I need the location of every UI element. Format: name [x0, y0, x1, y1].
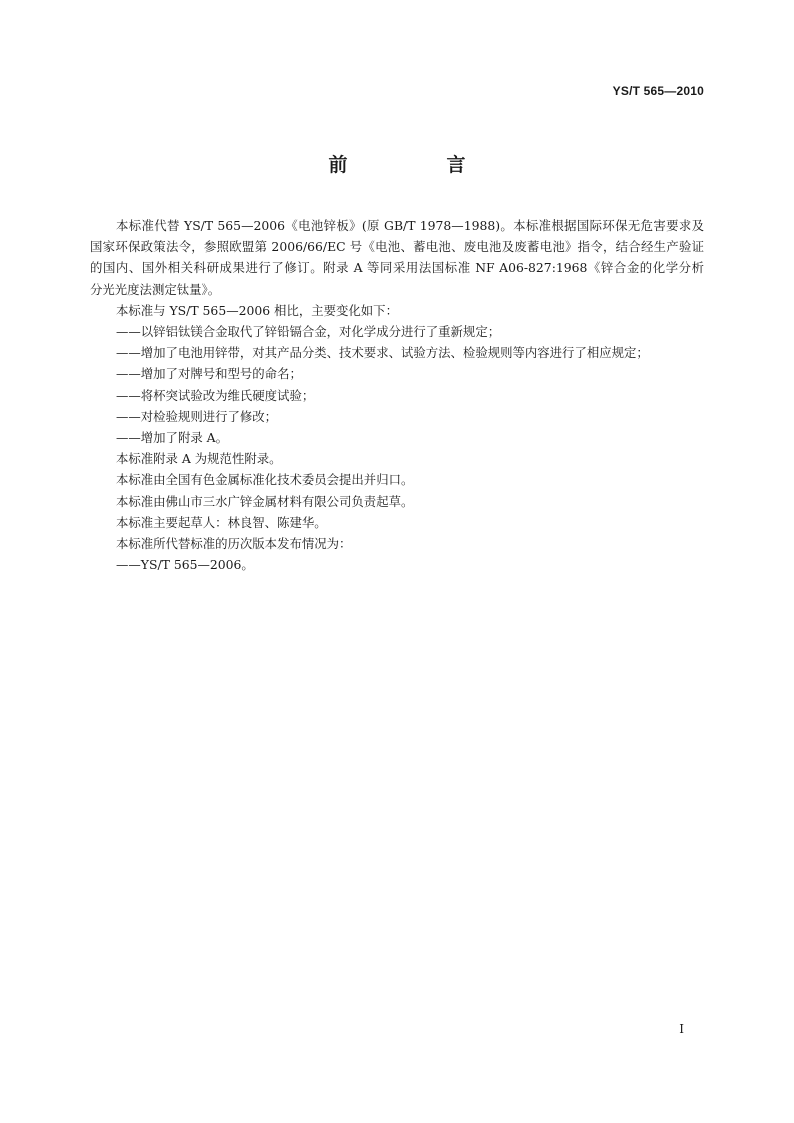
- appendix-note: 本标准附录 A 为规范性附录。: [116, 451, 282, 467]
- drafter-org-note: 本标准由佛山市三水广锌金属材料有限公司负责起草。: [116, 493, 414, 509]
- standard-code: YS/T 565—2010: [612, 84, 704, 98]
- foreword-body: [90, 215, 717, 575]
- change-item: ——增加了电池用锌带，对其产品分类、技术要求、试验方法、检验规则等内容进行了相应规定；: [116, 345, 649, 361]
- change-item: ——将杯突试验改为维氏硬度试验；: [116, 387, 315, 403]
- page-number: I: [679, 1022, 684, 1036]
- change-item: ——以锌铝钛镁合金取代了锌铅镉合金，对化学成分进行了重新规定；: [116, 324, 501, 340]
- history-item: ——YS/T 565—2006。: [116, 557, 254, 573]
- change-item: ——增加了对牌号和型号的命名；: [116, 366, 302, 382]
- change-item: ——增加了附录 A。: [116, 430, 229, 446]
- changes-intro: 本标准与 YS/T 565—2006 相比，主要变化如下：: [116, 302, 398, 318]
- drafters-note: 本标准主要起草人：林良智、陈建华。: [116, 514, 327, 530]
- change-item: ——对检验规则进行了修改；: [116, 408, 278, 424]
- page-title: 前 言: [328, 154, 506, 176]
- proposer-note: 本标准由全国有色金属标准化技术委员会提出并归口。: [116, 472, 414, 488]
- intro-paragraph: 本标准代替 YS/T 565—2006《电池锌板》(原 GB/T 1978—1988)。本标准根据国际环保无危害要求及国家环保政策法令，参照欧盟第 2006/66/EC 号《电池、蓄电池、废电池及废蓄电池》指令，结合经生产验证的国内、国外相关科研成果进行了修订。附录 A 等同采用法国标准 NF A06-827:1968《锌合金的化学分析 分光光度法测定钛量》。: [90, 218, 717, 297]
- history-intro: 本标准所代替标准的历次版本发布情况为：: [116, 536, 352, 552]
